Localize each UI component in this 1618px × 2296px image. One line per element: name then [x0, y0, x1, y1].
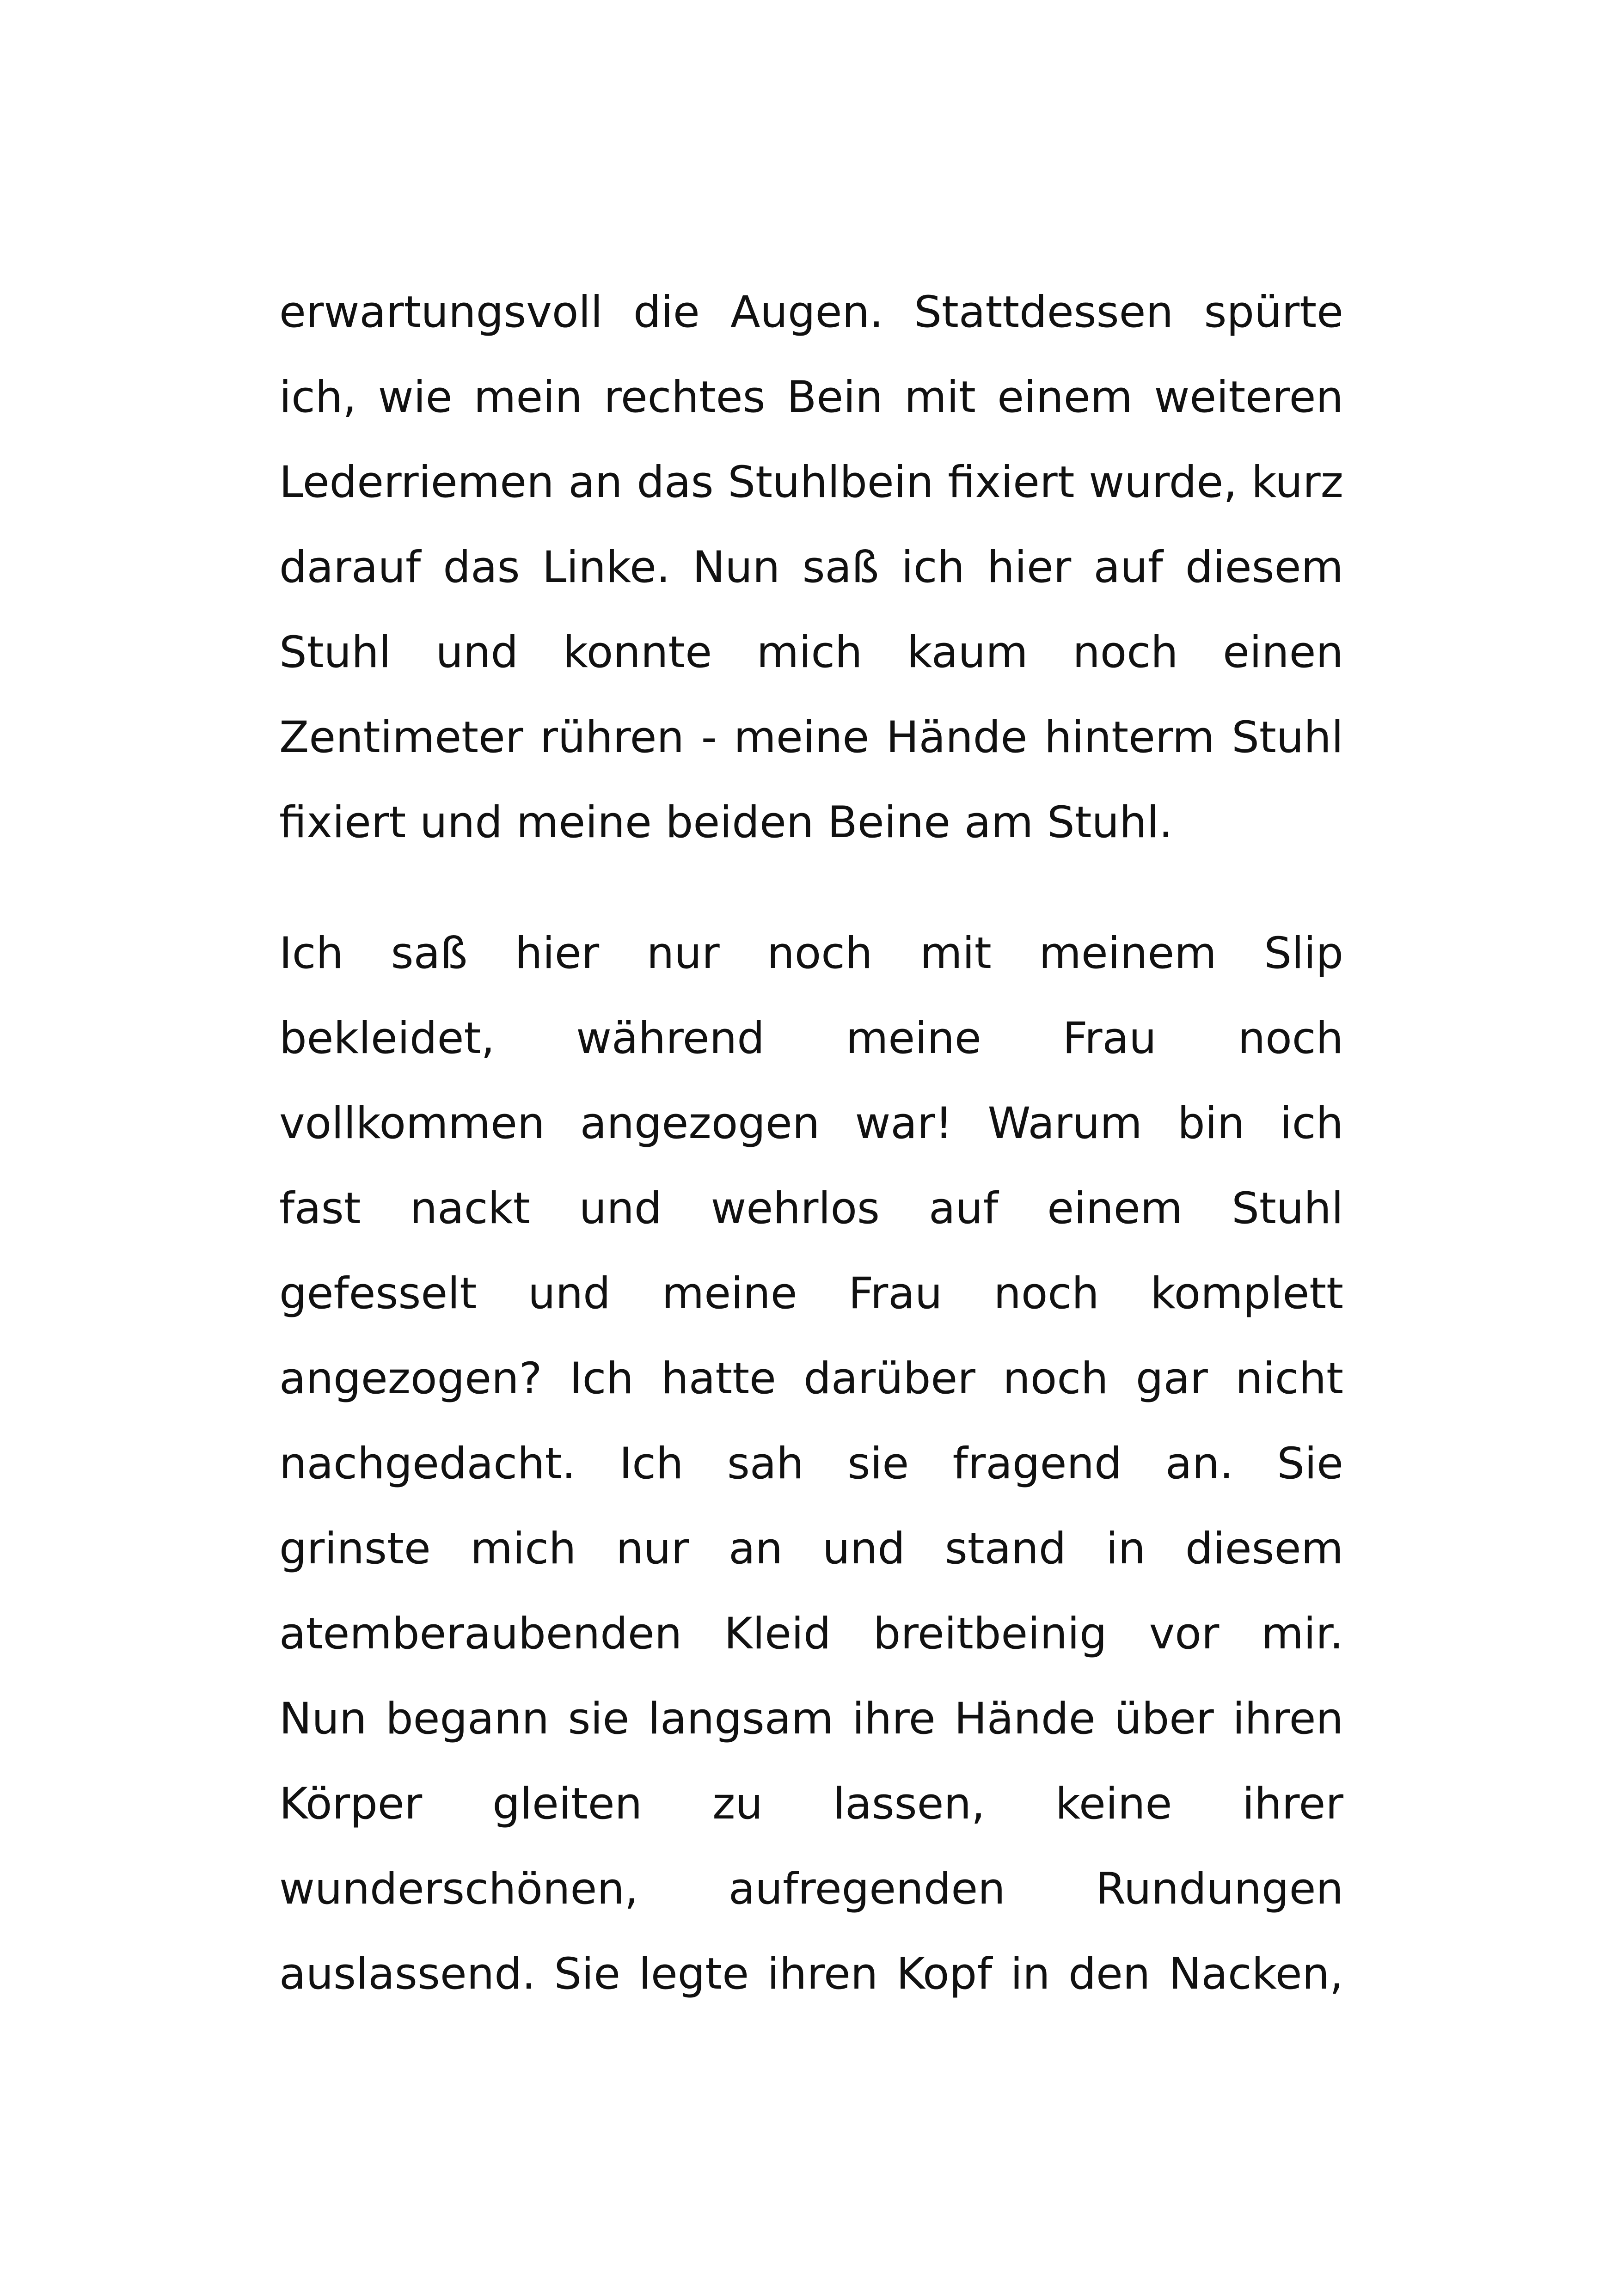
- text-line: nachgedacht. Ich sah sie fragend an. Sie: [279, 1439, 1343, 1489]
- text-line: grinste mich nur an und stand in diesem: [279, 1524, 1343, 1574]
- paragraph-2: [279, 911, 1343, 2017]
- text-line: ich, wie mein rechtes Bein mit einem weiteren: [279, 372, 1343, 422]
- text-line: Stuhl und konnte mich kaum noch einen: [279, 627, 1343, 678]
- text-line: gefesselt und meine Frau noch komplett: [279, 1268, 1343, 1319]
- text-line: wunderschönen, aufregenden Rundungen: [279, 1864, 1343, 1914]
- text-line: Ich saß hier nur noch mit meinem Slip: [279, 928, 1343, 979]
- text-line: erwartungsvoll die Augen. Stattdessen spürte: [279, 287, 1343, 337]
- text-line: angezogen? Ich hatte darüber noch gar nicht: [279, 1353, 1343, 1404]
- text-line: fixiert und meine beiden Beine am Stuhl.: [279, 797, 1173, 848]
- text-line: auslassend. Sie legte ihren Kopf in den Nacken,: [279, 1949, 1343, 1999]
- text-line: Körper gleiten zu lassen, keine ihrer: [279, 1779, 1343, 1829]
- text-line: Zentimeter rühren - meine Hände hinterm Stuhl: [279, 712, 1343, 763]
- text-line: darauf das Linke. Nun saß ich hier auf diesem: [279, 542, 1343, 593]
- text-line: fast nackt und wehrlos auf einem Stuhl: [279, 1183, 1343, 1234]
- text-line: atemberaubenden Kleid breitbeinig vor mir.: [279, 1609, 1343, 1659]
- text-line: Nun begann sie langsam ihre Hände über ihren: [279, 1694, 1343, 1744]
- text-line: Lederriemen an das Stuhlbein fixiert wurde, kurz: [279, 457, 1343, 508]
- text-line: vollkommen angezogen war! Warum bin ich: [279, 1098, 1343, 1149]
- paragraph-1: [279, 270, 1343, 865]
- text-line: bekleidet, während meine Frau noch: [279, 1013, 1343, 1064]
